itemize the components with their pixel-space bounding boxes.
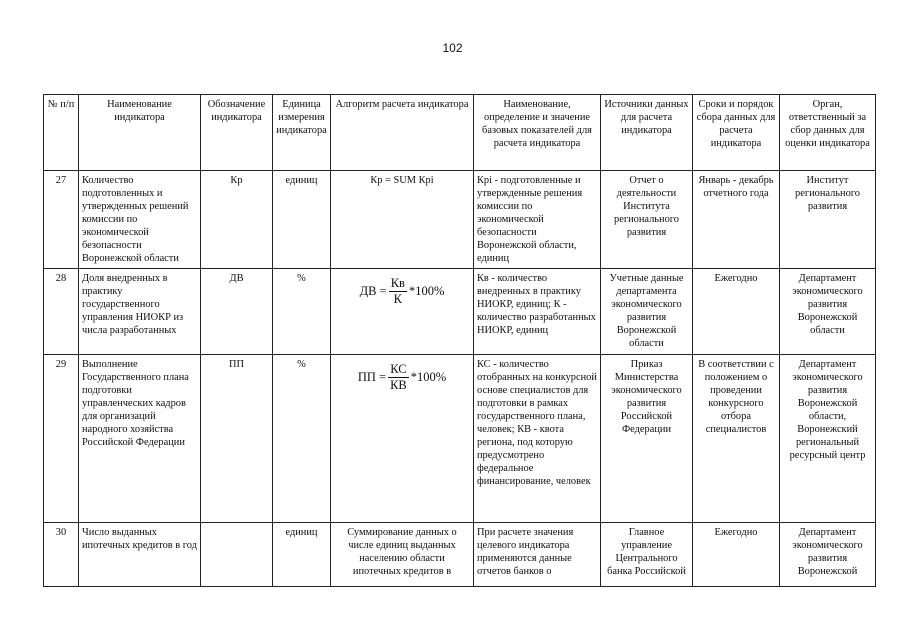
cell-source: Отчет о деятельности Института регионального развития bbox=[601, 171, 693, 269]
cell-unit: единиц bbox=[273, 523, 331, 587]
formula-tail: *100% bbox=[408, 283, 445, 298]
header-name: Наименование индикатора bbox=[79, 95, 201, 171]
cell-algorithm: Суммирование данных о числе единиц выданных населению области ипотечных кредитов в bbox=[331, 523, 474, 587]
page-number: 102 bbox=[442, 41, 463, 55]
cell-timing: Ежегодно bbox=[693, 269, 780, 355]
table-row bbox=[44, 269, 876, 355]
formula-fraction bbox=[389, 277, 407, 306]
formula-numerator: КС bbox=[390, 362, 407, 376]
header-source: Источники данных для расчета индикатора bbox=[601, 95, 693, 171]
formula-numerator: Кв bbox=[390, 276, 405, 290]
header-row bbox=[44, 95, 876, 171]
cell-designation: Кр bbox=[201, 171, 273, 269]
formula-fraction bbox=[388, 363, 409, 392]
cell-algorithm bbox=[331, 355, 474, 523]
cell-unit: единиц bbox=[273, 171, 331, 269]
header-unit: Единица измерения индикатора bbox=[273, 95, 331, 171]
cell-name: Количество подготовленных и утвержденных решений комиссии по экономической безопасности Воронежской области bbox=[79, 171, 201, 269]
cell-algorithm: Кр = SUM Крi bbox=[331, 171, 474, 269]
cell-num: 28 bbox=[44, 269, 79, 355]
header-timing: Сроки и порядок сбора данных для расчета индикатора bbox=[693, 95, 780, 171]
cell-base: При расчете значения целевого индикатора применяются данные отчетов банков о bbox=[474, 523, 601, 587]
cell-num: 30 bbox=[44, 523, 79, 587]
cell-designation: ДВ bbox=[201, 269, 273, 355]
cell-timing: В соответствии с положением о проведении конкурсного отбора специалистов bbox=[693, 355, 780, 523]
header-base: Наименование, определение и значение базовых показателей для расчета индикатора bbox=[474, 95, 601, 171]
cell-num: 29 bbox=[44, 355, 79, 523]
formula-denominator: КВ bbox=[390, 377, 407, 392]
header-body: Орган, ответственный за сбор данных для оценки индикатора bbox=[780, 95, 876, 171]
cell-source: Приказ Министерства экономического развития Российской Федерации bbox=[601, 355, 693, 523]
formula-denominator: К bbox=[393, 291, 402, 306]
cell-designation: ПП bbox=[201, 355, 273, 523]
table-row bbox=[44, 171, 876, 269]
formula-dv bbox=[334, 277, 470, 306]
formula-lhs: ПП = bbox=[357, 369, 387, 384]
formula-pp bbox=[334, 363, 470, 392]
cell-body: Департамент экономического развития Воронежской области bbox=[780, 269, 876, 355]
cell-body: Институт регионального развития bbox=[780, 171, 876, 269]
cell-base: Кв - количество внедренных в практику НИОКР, единиц; К - количество разработанных НИОКР, единиц bbox=[474, 269, 601, 355]
table-row bbox=[44, 523, 876, 587]
cell-name: Выполнение Государственного плана подготовки управленческих кадров для организаций народного хозяйства Российской Федерации bbox=[79, 355, 201, 523]
formula-tail: *100% bbox=[410, 369, 447, 384]
header-algorithm: Алгоритм расчета индикатора bbox=[331, 95, 474, 171]
header-designation: Обозначение индикатора bbox=[201, 95, 273, 171]
header-num: № п/п bbox=[44, 95, 79, 171]
cell-source: Учетные данные департамента экономического развития Воронежской области bbox=[601, 269, 693, 355]
cell-algorithm bbox=[331, 269, 474, 355]
cell-name: Число выданных ипотечных кредитов в год bbox=[79, 523, 201, 587]
cell-source: Главное управление Центрального банка Российской bbox=[601, 523, 693, 587]
table-row bbox=[44, 355, 876, 523]
cell-num: 27 bbox=[44, 171, 79, 269]
cell-timing: Ежегодно bbox=[693, 523, 780, 587]
cell-body: Департамент экономического развития Воронежской bbox=[780, 523, 876, 587]
cell-unit: % bbox=[273, 355, 331, 523]
indicators-table bbox=[43, 94, 876, 587]
cell-base: КС - количество отобранных на конкурсной основе специалистов для подготовки в рамках государственного плана, человек; КВ - квота региона, под которую предусмотрено федеральное финансирование, человек bbox=[474, 355, 601, 523]
formula-lhs: ДВ = bbox=[359, 283, 387, 298]
cell-timing: Январь - декабрь отчетного года bbox=[693, 171, 780, 269]
cell-name: Доля внедренных в практику государственного управления НИОКР из числа разработанных bbox=[79, 269, 201, 355]
cell-designation bbox=[201, 523, 273, 587]
cell-unit: % bbox=[273, 269, 331, 355]
cell-base: Крi - подготовленные и утвержденные решения комиссии по экономической безопасности Воронежской области, единиц bbox=[474, 171, 601, 269]
cell-body: Департамент экономического развития Воронежской области, Воронежский региональный ресурсный центр bbox=[780, 355, 876, 523]
